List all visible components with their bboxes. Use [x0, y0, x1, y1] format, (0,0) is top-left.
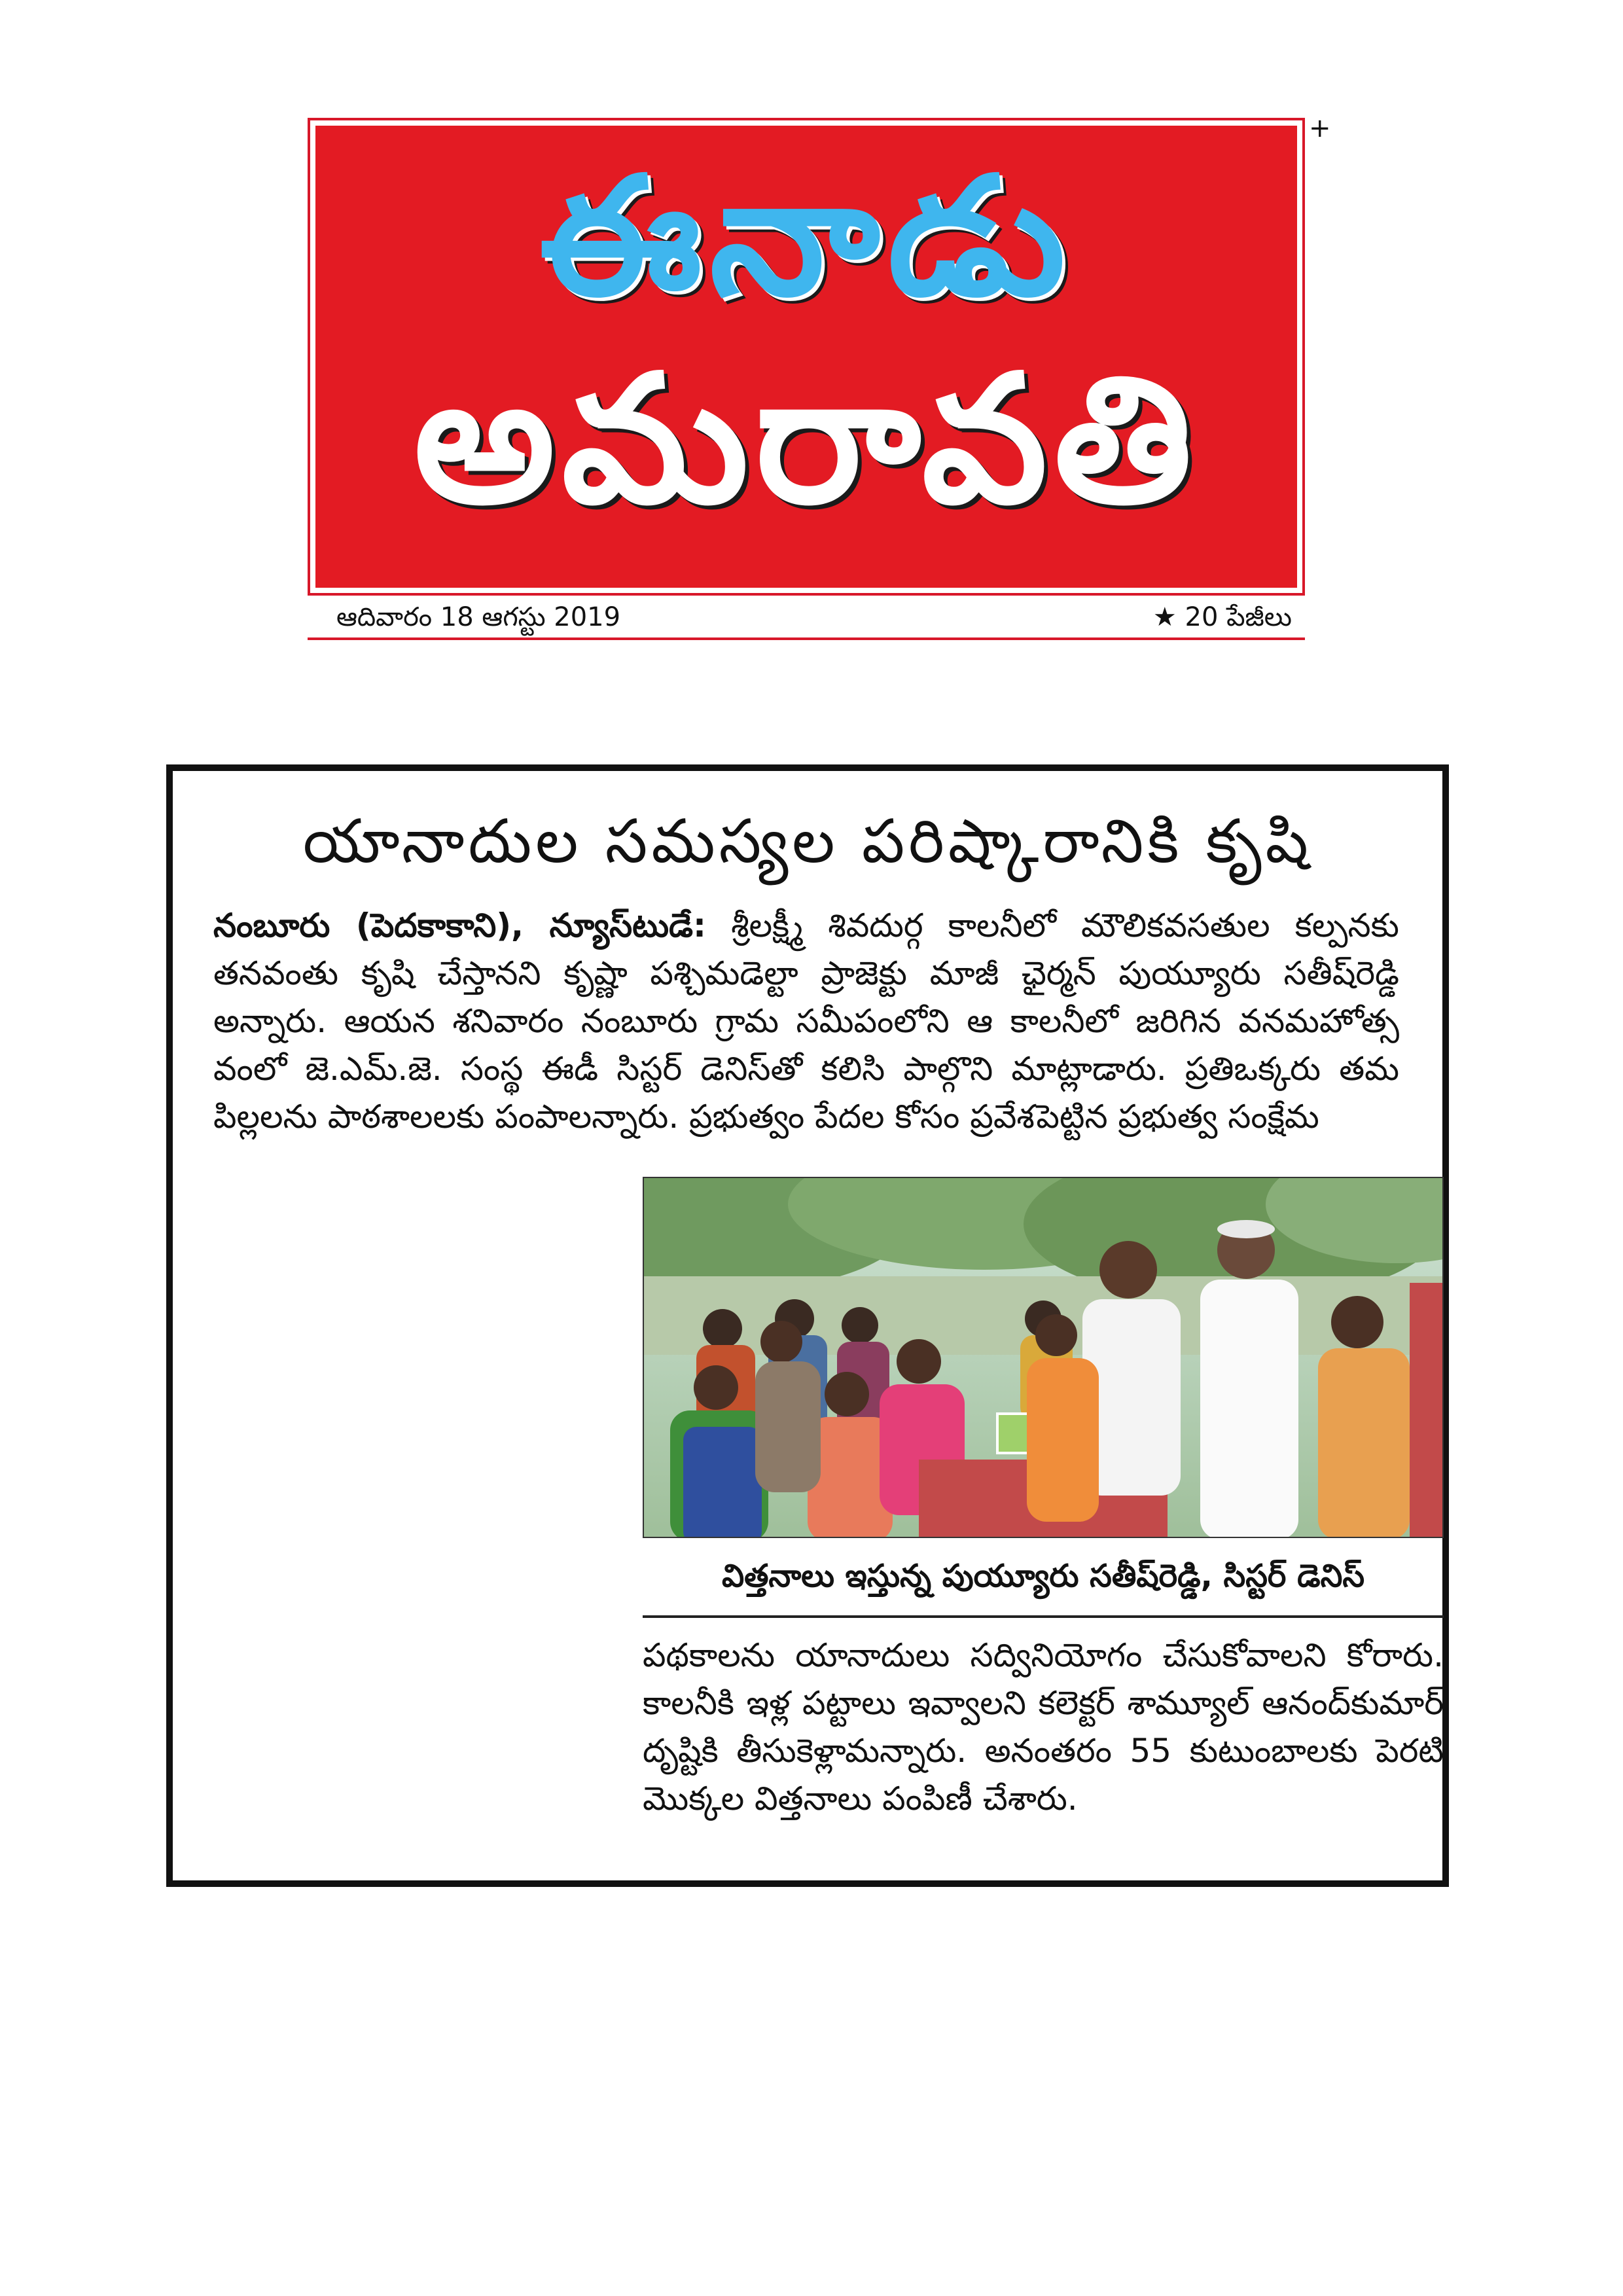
article-headline: యానాదుల సమస్యల పరిష్కారానికి కృషి — [302, 806, 1313, 876]
masthead-red-panel — [315, 126, 1297, 588]
issue-dateline — [308, 601, 1305, 640]
registration-mark: + — [1309, 113, 1331, 143]
photo-caption: విత్తనాలు ఇస్తున్న పుయ్యూరు సతీష్‌రెడ్డి, సిస్టర్ డెనిస్ — [721, 1558, 1365, 1594]
issue-date: ఆదివారం 18 ఆగస్టు 2019 — [336, 602, 621, 632]
newspaper-logo-name: ఈనాడు — [539, 141, 1073, 332]
article-paragraph-1: శ్రీలక్ష్మీ శివదుర్గ కాలనీలో మౌలికవసతుల కల్పనకు తనవంతు కృషి చేస్తానని కృష్ణా పశ్చిమడెల్టా ప్రాజెక్టు మాజీ ఛైర్మన్ పుయ్యూరు సతీష్‌రెడ్డి అన్నారు. ఆయన శనివారం నంబూరు గ్రామ సమీపంలోని ఆ కాలనీలో జరిగిన వనమహోత్స వంలో జె.ఎమ్.జె. సంస్థ ఈడీ సిస్టర్ డెనిస్‌తో కలిసి పాల్గొని మాట్లాడారు. ప్రతిఒక్కరు తమ పిల్లలను పాఠశాలలకు పంపాలన్నారు. ప్రభుత్వం పేదల కోసం ప్రవేశపెట్టిన ప్రభుత్వ సంక్షేమ — [213, 906, 1399, 1136]
caption-divider — [643, 1615, 1444, 1618]
article-body-top — [213, 902, 1399, 1141]
article-photo — [643, 1177, 1444, 1538]
newspaper-masthead — [308, 118, 1305, 596]
news-article-clipping — [166, 764, 1449, 1887]
newspaper-edition-name: అమరావతి — [414, 336, 1199, 543]
article-paragraph-2: పథకాలను యానాదులు సద్వినియోగం చేసుకోవాలని కోరారు. కాలనీకి ఇళ్ల పట్టాలు ఇవ్వాలని కలెక్టర్ శామ్యూల్ ఆనంద్‌కుమార్ దృష్టికి తీసుకెళ్లామన్నారు. అనంతరం 55 కుటుంబాలకు పెరటి మొక్కల విత్తనాలు పంపిణీ చేశారు. — [643, 1636, 1444, 1818]
photo-illustration — [644, 1178, 1444, 1538]
page-count: ★ 20 పేజీలు — [1152, 602, 1292, 632]
article-dateline: నంబూరు (పెదకాకాని), న్యూస్‌టుడే: — [213, 906, 707, 944]
